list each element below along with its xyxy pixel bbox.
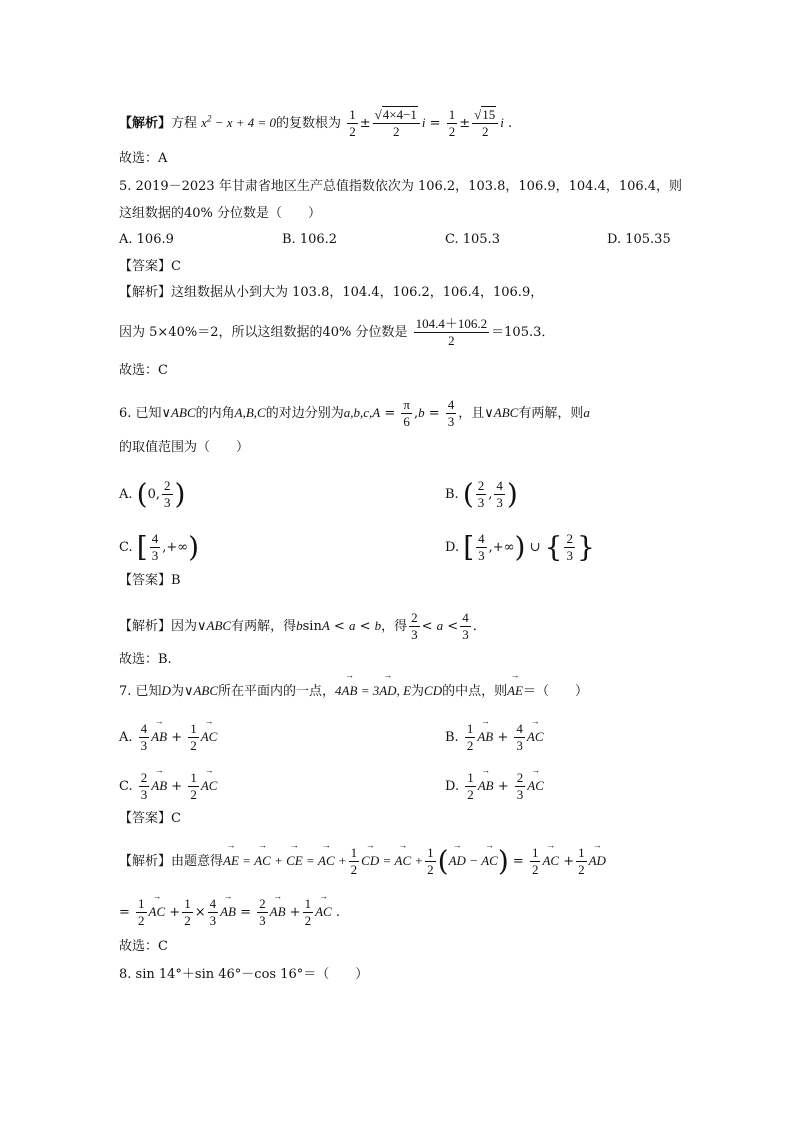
q4-analysis: 【解析】方程 $x^2 - x + 4 = 0$的复数根为 $\frac{1}{2}$ ± $\frac{√4\times 4-1}{2}$ i = $\frac{1}{2}$ ± $\frac{√15}{2}$ i . <box>119 107 513 139</box>
q5-stem-line2: 这组数据的40% 分位数是（ ） <box>119 206 322 221</box>
q6-option-c: C. [ $\frac{4}{3}$ ,+∞) <box>119 530 199 564</box>
fraction: $\frac{104.4+106.2}{2}$ <box>415 316 488 348</box>
q5-analysis-line2: 因为 5×40%＝2，所以这组数据的40% 分位数是 $\frac{104.4+106.2}{2}$ ＝105.3． <box>119 316 555 348</box>
q7-key: 【答案】C <box>119 811 181 826</box>
q5-answer: 故选：C <box>119 363 168 378</box>
q7-option-d: D. $\frac{1}{2}$ → AB + $\frac{2}{3}$ → AC <box>445 770 544 803</box>
q6-stem-line1: 6. 已知∨ABC的内角A,B,C的对边分别为a,b,c,A = $\frac{\pi}{6}$ ,b = $\frac{4}{3}$ ，且∨ABC有两解，则a <box>119 397 590 429</box>
q5-analysis-line1: 【解析】这组数据从小到大为 103.8，104.4，106.2，106.4，106.9， <box>119 285 544 300</box>
q6-answer: 故选：B. <box>119 652 172 667</box>
q4-answer: 故选：A <box>119 151 168 166</box>
q5-stem-line1: 5. 2019－2023 年甘肃省地区生产总值指数依次为 106.2，103.8，106.9，104.4，106.4，则 <box>119 179 683 194</box>
q5-option-d: D. 105.35 <box>607 232 671 247</box>
q6-option-d: D. [ $\frac{4}{3}$ ,+∞) ∪ { $\frac{2}{3}$ } <box>445 530 595 564</box>
q7-analysis-line1: 【解析】由题意得→ AE = → AC + → CE = → AC + $\frac{1}{2}$ → CD = → AC + $\frac{1}{2}$ (→ AD − → AC) = $\frac{1}{2}$ → AC + $\frac{1}{2}$ → AD <box>119 845 606 878</box>
analysis-label: 【解析】 <box>119 116 172 131</box>
q7-option-c: C. $\frac{2}{3}$ → AB + $\frac{1}{2}$ → AC <box>119 770 217 803</box>
q6-option-a: A. (0, $\frac{2}{3}$ ) <box>119 477 186 511</box>
q5-option-b: B. 106.2 <box>282 232 338 247</box>
q7-answer: 故选：C <box>119 939 168 954</box>
q7-option-b: B. $\frac{1}{2}$ → AB + $\frac{4}{3}$ → AC <box>445 721 544 754</box>
q7-stem: 7. 已知D为∨ABC所在平面内的一点，4→ AB = 3→ AD, E为CD的中点，则→ AE＝（ ） <box>119 681 588 702</box>
q7-analysis-line2: = $\frac{1}{2}$ → AC + $\frac{1}{2}$ × $\frac{4}{3}$ → AB = $\frac{2}{3}$ → AB + $\frac{1}{2}$ → AC . <box>119 896 340 929</box>
fraction: $\frac{√4\times 4-1}{2}$ <box>373 107 420 140</box>
equation: $x^2 - x + 4 = 0$ <box>201 113 277 130</box>
q6-analysis: 【解析】因为∨ABC有两解，得bsinA < a < b，得 $\frac{2}{3}$ < a < $\frac{4}{3}$ ． <box>119 610 486 642</box>
q5-option-c: C. 105.3 <box>445 232 500 247</box>
fraction: $\frac{1}{2}$ <box>349 107 356 139</box>
fraction: $\frac{√15}{2}$ <box>472 107 498 140</box>
q5-option-a: A. 106.9 <box>119 232 174 247</box>
q6-option-b: B. ( $\frac{2}{3}$ , $\frac{4}{3}$ ) <box>445 477 518 511</box>
q8-stem: 8. sin 14°＋sin 46°－cos 16°＝（ ） <box>119 967 369 982</box>
q7-option-a: A. $\frac{4}{3}$ → AB + $\frac{1}{2}$ → AC <box>119 721 217 754</box>
q6-stem-line2: 的取值范围为（ ） <box>119 440 250 455</box>
fraction: $\frac{1}{2}$ <box>448 107 456 139</box>
q6-key: 【答案】B <box>119 573 181 588</box>
q5-key: 【答案】C <box>119 259 181 274</box>
